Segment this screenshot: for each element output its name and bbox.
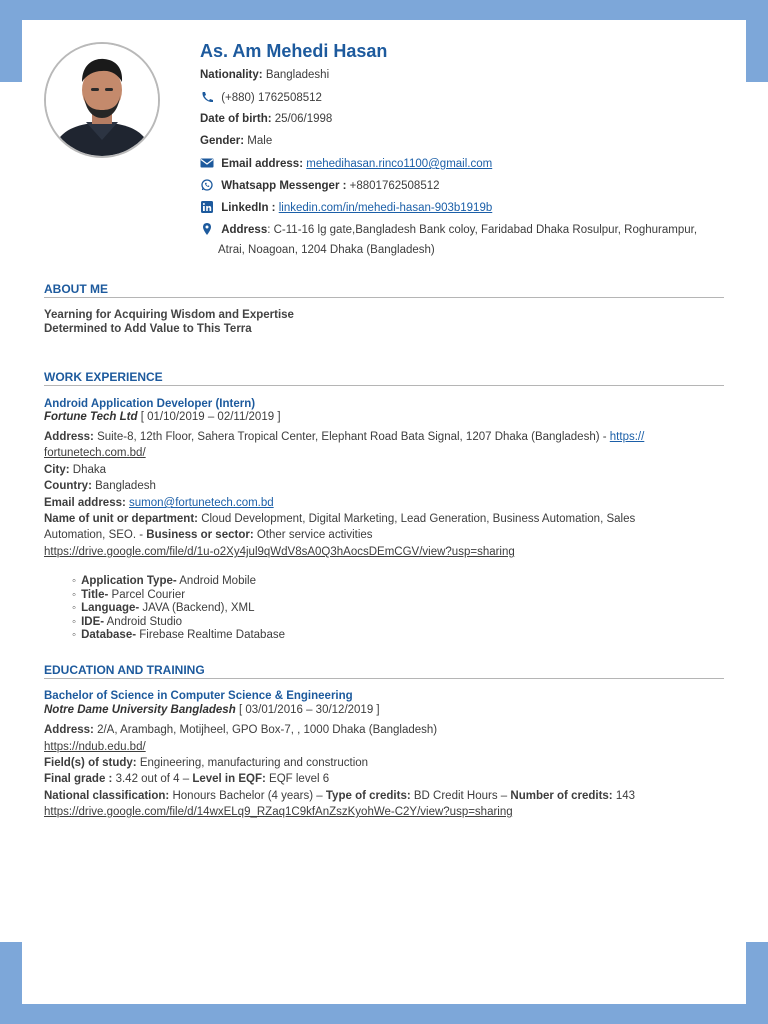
whatsapp-row [200,179,440,192]
job-title: Android Application Developer (Intern) [44,398,256,410]
nationality-label: Nationality: [200,69,263,81]
frame-right-top [746,0,768,82]
work-section-title: WORK EXPERIENCE [44,370,724,386]
list-item: ◦ Language- JAVA (Backend), XML [72,602,285,616]
list-item: ◦ IDE- Android Studio [72,616,285,630]
edu-grade: 3.42 out of 4 – [115,773,190,785]
phone-value: (+880) 1762508512 [221,92,322,104]
about-line1: Yearning for Acquiring Wisdom and Expertise [44,309,294,321]
job-city-row [44,464,106,476]
edu-grade-label: Final grade : [44,773,113,785]
job-unit-row2 [44,529,373,541]
edu-field: Engineering, manufacturing and construction [139,757,369,769]
address-line2: Atrai, Noagoan, 1204 Dhaka (Bangladesh) [218,244,435,256]
dob-row [200,113,332,125]
edu-class: Honours Bachelor (4 years) – [172,790,323,802]
edu-field-row [44,757,368,769]
company-url-part2[interactable]: fortunetech.com.bd/ [44,447,146,459]
linkedin-link[interactable]: linkedin.com/in/mehedi-hasan-903b1919b [278,202,493,214]
edu-website-link[interactable]: https://ndub.edu.bd/ [44,741,146,753]
edu-field-label: Field(s) of study: [44,757,137,769]
job-company: Fortune Tech Ltd [44,411,138,423]
frame-left-top [0,0,22,82]
email-label: Email address: [221,158,304,170]
job-email-link[interactable]: sumon@fortunetech.com.bd [129,497,274,509]
envelope-icon [200,157,214,169]
edu-eqf-label: Level in EQF: [192,773,266,785]
job-sector: Other service activities [256,529,373,541]
person-name: As. Am Mehedi Hasan [200,41,388,61]
institution-row [44,704,380,716]
edu-address-label: Address: [44,724,94,736]
edu-address-row [44,724,437,736]
job-dates: [ 01/10/2019 – 02/11/2019 ] [140,411,281,423]
job-country-row [44,480,156,492]
job-address-row [44,431,644,443]
list-item: ◦ Database- Firebase Realtime Database [72,629,285,643]
address-label: Address [221,224,268,236]
about-section-title: ABOUT ME [44,282,724,298]
whatsapp-icon [200,179,214,191]
linkedin-icon [200,201,214,213]
linkedin-row [200,201,492,214]
edu-class-label: National classification: [44,790,170,802]
job-country: Bangladesh [95,480,156,492]
address-line1: : C-11-16 lg gate,Bangladesh Bank coloy, Faridabad Dhaka Rosulpur, Roghurampur, [267,224,698,236]
gender-label: Gender: [200,135,245,147]
project-details-list [72,575,285,643]
edu-classification-row [44,790,635,802]
address-row [200,223,697,236]
job-drive-link[interactable]: https://drive.google.com/file/d/1u-o2Xy4jul9qWdV8sA0Q3hAocsDEmCGV/view?usp=sharing [44,546,515,558]
edu-credits: 143 [615,790,636,802]
whatsapp-value: +8801762508512 [349,180,440,192]
education-dates: [ 03/01/2016 – 30/12/2019 ] [238,704,380,716]
job-unit-line1: Cloud Development, Digital Marketing, Lead Generation, Business Automation, Sales [201,513,636,525]
job-company-row [44,411,281,423]
job-city: Dhaka [72,464,107,476]
education-section-title: EDUCATION AND TRAINING [44,663,724,679]
frame-left-bottom [0,942,22,1024]
frame-right-bottom [746,942,768,1024]
edu-eqf: EQF level 6 [269,773,330,785]
job-unit-label: Name of unit or department: [44,513,198,525]
location-pin-icon [200,223,214,235]
nationality-row [200,69,329,81]
job-email-label: Email address: [44,497,126,509]
list-item: ◦ Title- Parcel Courier [72,589,285,603]
edu-credits-label: Number of credits: [510,790,613,802]
frame-top-bar [0,0,768,20]
dob-label: Date of birth: [200,113,272,125]
email-link[interactable]: mehedihasan.rinco1100@gmail.com [306,158,493,170]
job-city-label: City: [44,464,70,476]
job-unit-row [44,513,635,525]
job-email-row [44,497,274,509]
job-country-label: Country: [44,480,92,492]
about-line2: Determined to Add Value to This Terra [44,323,252,335]
job-unit-line2: Automation, SEO. - [44,529,144,541]
edu-credit-type-label: Type of credits: [325,790,411,802]
linkedin-label: LinkedIn : [221,202,276,214]
job-address-label: Address: [44,431,94,443]
list-item: ◦ Application Type- Android Mobile [72,575,285,589]
edu-credit-type: BD Credit Hours – [413,790,508,802]
phone-icon [200,91,214,103]
job-sector-label: Business or sector: [146,529,254,541]
profile-photo [44,42,160,158]
job-address: Suite-8, 12th Floor, Sahera Tropical Center, Elephant Road Bata Signal, 1207 Dhaka (Bangladesh) - [97,431,607,443]
gender-value: Male [247,135,273,147]
company-url-part1[interactable]: https:// [609,431,645,443]
frame-bottom-bar [0,1004,768,1024]
edu-address: 2/A, Arambagh, Motijheel, GPO Box-7, , 1000 Dhaka (Bangladesh) [97,724,438,736]
edu-drive-link[interactable]: https://drive.google.com/file/d/14wxELq9_RZaq1C9kfAnZszKyohWe-C2Y/view?usp=sharing [44,806,513,818]
gender-row [200,135,272,147]
dob-value: 25/06/1998 [274,113,333,125]
degree-title: Bachelor of Science in Computer Science & Engineering [44,690,353,702]
phone-row [200,91,322,104]
nationality-value: Bangladeshi [265,69,330,81]
institution-name: Notre Dame University Bangladesh [44,704,236,716]
email-row [200,157,492,170]
edu-grade-row [44,773,329,785]
whatsapp-label: Whatsapp Messenger : [221,180,347,192]
